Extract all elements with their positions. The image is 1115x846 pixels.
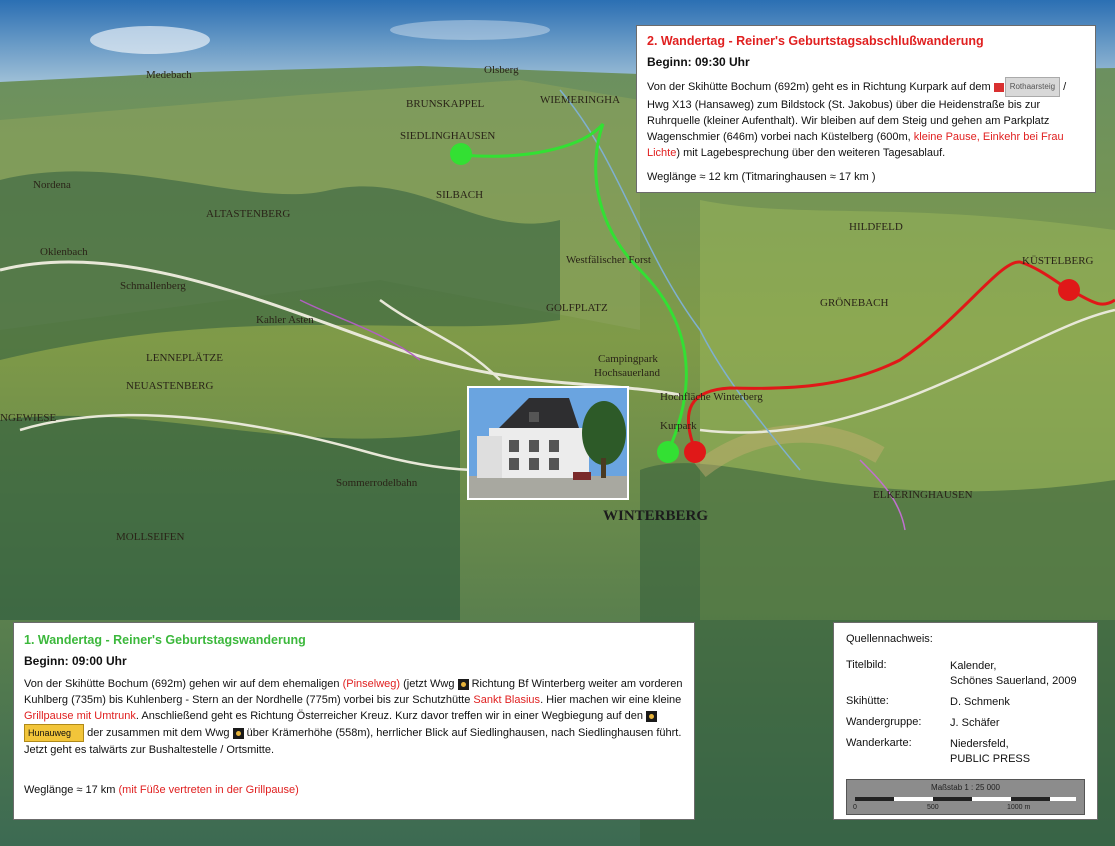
scale-bar-graphic [855, 797, 1076, 801]
source-key: Wanderkarte: [846, 737, 912, 749]
marker-start-red [684, 441, 706, 463]
label-olsberg: Olsberg [484, 64, 519, 76]
label-campingpark: Campingpark [598, 353, 658, 365]
day1-text-red-2: Sankt Blasius [473, 694, 541, 706]
label-brunskappel: BRUNSKAPPEL [406, 98, 485, 110]
source-row [846, 737, 1085, 767]
label-westfaelischer-forst: Westfälischer Forst [566, 254, 651, 266]
label-silbach: SILBACH [436, 189, 484, 201]
source-value-line: Niedersfeld, [950, 738, 1009, 750]
scale-label-500: 500 [927, 804, 939, 811]
day1-text-7: über Krämerhöhe (558m), herrlicher Blick auf Siedlinghausen, nach Siedlinghausen führt. Jetzt geht es talwärts zur Bushaltestelle / Ortsmitte. [24, 726, 682, 756]
label-oklenbach: Oklenbach [40, 246, 88, 258]
day2-text-red: kleine Pause, Einkehr bei Frau Lichte [647, 131, 1064, 159]
label-kuestelberg: KÜSTELBERG [1022, 255, 1094, 267]
day1-text-3: Richtung Bf Winterberg weiter am vorderen Kuhlberg (735m) bis Kuhlenberg - Stern an der Nordhelle (775m) vorbei bis zur Schutzhütte [24, 678, 683, 706]
scale-label-1000: 1000 m [1007, 804, 1031, 811]
label-lenneplaetze: LENNEPLÄTZE [146, 352, 223, 364]
source-key: Titelbild: [846, 659, 887, 671]
source-value [950, 737, 1085, 767]
label-schmallenberg: Schmallenberg [120, 280, 186, 292]
label-wiemeringhausen: WIEMERINGHA [540, 94, 621, 106]
label-siedlinghausen: SIEDLINGHAUSEN [400, 130, 496, 142]
day1-text-4: . Hier machen wir eine kleine [540, 694, 682, 706]
label-winterberg: WINTERBERG [603, 508, 709, 524]
label-golfplatz: GOLFPLATZ [546, 302, 608, 314]
ski-hut-photo [467, 386, 629, 500]
label-hochflaeche: Hochfläche Winterberg [660, 391, 763, 403]
day2-text-3: ) mit Lagebesprechung über den weiteren Tagesablauf. [676, 147, 946, 159]
source-row [846, 695, 1085, 710]
label-kurpark: Kurpark [660, 420, 697, 432]
day1-distance-note: (mit Füße vertreten in der Grillpause) [118, 784, 299, 796]
day2-text-2: / Hwg X13 (Hansaweg) zum Bildstock (St. Jakobus) über die Heidenstraße bis zur Ruhrquelle (kleiner Aufenthalt). Wir bleiben auf dem Steig und gehen am Parkplatz Wagenschmier (646m) vorbei nach Küstelberg (600m, [647, 80, 1067, 143]
cloud [90, 26, 210, 54]
rothaarsteig-icon [994, 83, 1004, 92]
label-neuastenberg: NEUASTENBERG [126, 380, 214, 392]
scale-title: Maßstab 1 : 25 000 [931, 783, 1000, 792]
day1-title: 1. Wandertag - Reiner's Geburtstagswanderung [24, 633, 306, 647]
label-hochsauerland: Hochsauerland [594, 367, 660, 379]
source-key: Skihütte: [846, 695, 889, 707]
rothaarsteig-badge: Rothaarsteig [1005, 77, 1060, 97]
source-key: Wandergruppe: [846, 716, 922, 728]
label-hildfeld: HILDFELD [849, 221, 903, 233]
day1-text-red-3: Grillpause mit Umtrunk [24, 710, 136, 722]
source-value-line: PUBLIC PRESS [950, 753, 1031, 765]
scale-label-0: 0 [853, 804, 857, 811]
label-mollseifen: MOLLSEIFEN [116, 531, 185, 543]
day1-text-red-1: (Pinselweg) [342, 678, 401, 690]
day1-distance [24, 784, 684, 796]
source-value: J. Schäfer [950, 717, 1000, 729]
day1-distance-value: Weglänge ≈ 17 km [24, 784, 116, 796]
day1-start-time: Beginn: 09:00 Uhr [24, 654, 127, 668]
day1-text-5: . Anschließend geht es Richtung Österreicher Kreuz. Kurz davor treffen wir in einer Wegbiegung auf den [135, 710, 643, 722]
cloud [390, 20, 550, 40]
label-kahler-asten: Kahler Asten [256, 314, 314, 326]
marker-start-green [657, 441, 679, 463]
day2-text-1: Von der Skihütte Bochum (692m) geht es in Richtung Kurpark auf dem [647, 80, 991, 93]
day1-text-1: Von der Skihütte Bochum (692m) gehen wir auf dem ehemaligen [24, 678, 340, 690]
sources-panel [833, 622, 1098, 820]
label-sommerrodelbahn: Sommerrodelbahn [336, 477, 418, 489]
source-value: D. Schmenk [950, 696, 1010, 708]
forest-south [0, 416, 460, 620]
day2-info-panel [636, 25, 1096, 193]
label-elkeringhausen: ELKERINGHAUSEN [873, 489, 973, 501]
label-medebach: Medebach [146, 69, 192, 81]
marker-kuestelberg [1058, 279, 1080, 301]
source-value [950, 659, 1085, 689]
sources-title: Quellennachweis: [846, 633, 933, 645]
source-value-line: Schönes Sauerland, 2009 [950, 675, 1077, 687]
day2-description [647, 77, 1085, 161]
day2-distance: Weglänge ≈ 12 km (Titmaringhausen ≈ 17 km ) [647, 171, 876, 183]
hunauweg-badge: Hunauweg [24, 724, 84, 742]
day1-description [24, 676, 684, 758]
day2-start-time: Beginn: 09:30 Uhr [647, 55, 750, 69]
label-gruenebach: GRÖNEBACH [820, 297, 889, 309]
source-value-line: Kalender, [950, 660, 997, 672]
hunauweg-sign-icon [646, 711, 657, 722]
source-row [846, 659, 1085, 689]
wanderweg-icon [233, 728, 244, 739]
source-row [846, 716, 1085, 731]
day1-text-2: (jetzt Wwg [403, 678, 455, 690]
scale-bar [846, 779, 1085, 815]
label-altastenberg: ALTASTENBERG [206, 208, 291, 220]
wanderweg-icon [458, 679, 469, 690]
label-nordena: Nordena [33, 179, 71, 191]
day1-text-6: der zusammen mit dem Wwg [87, 726, 230, 739]
marker-siedlinghausen [450, 143, 472, 165]
day1-info-panel [13, 622, 695, 820]
label-ngewiese: NGEWIESE [0, 412, 57, 424]
day2-title: 2. Wandertag - Reiner's Geburtstagsabschlußwanderung [647, 34, 984, 48]
